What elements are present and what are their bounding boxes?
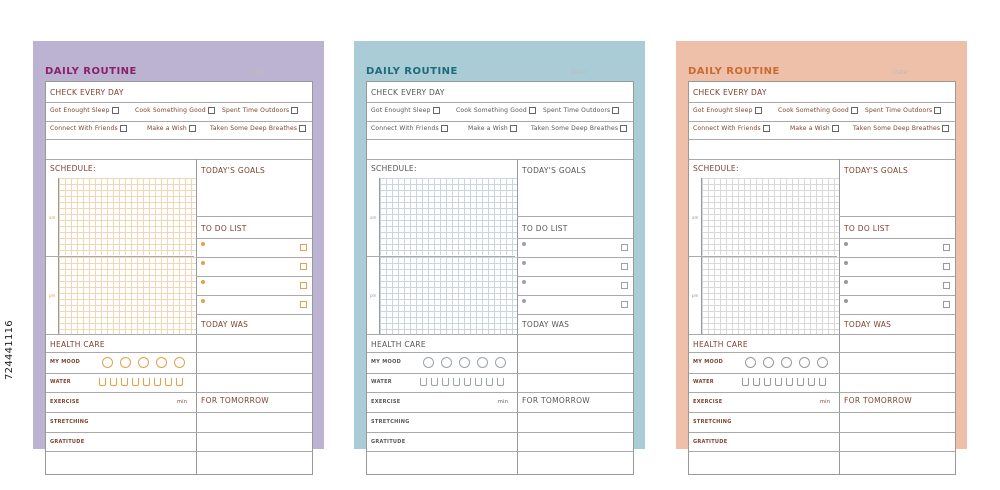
habit-checkbox[interactable] <box>120 125 127 132</box>
row-divider <box>46 102 312 103</box>
row-divider <box>367 102 633 103</box>
todo-bullet <box>844 242 848 246</box>
todo-checkbox[interactable] <box>621 263 628 270</box>
mood-face-icon[interactable] <box>745 357 756 368</box>
habit-label: Connect With Friends <box>693 125 761 132</box>
row-divider <box>367 352 633 353</box>
todo-checkbox[interactable] <box>300 244 307 251</box>
habit-item[interactable] <box>210 125 306 132</box>
todo-checkbox[interactable] <box>300 301 307 308</box>
water-cup-icon[interactable] <box>176 378 183 386</box>
today-was-label: TODAY WAS <box>522 320 570 329</box>
water-cup-icon[interactable] <box>797 378 804 386</box>
planner-panel-3 <box>676 41 967 449</box>
water-cup-icon[interactable] <box>165 378 172 386</box>
water-cup-icon[interactable] <box>786 378 793 386</box>
habit-label: Taken Some Deep Breathes <box>853 125 941 132</box>
habit-checkbox[interactable] <box>755 107 762 114</box>
todo-bullet <box>201 280 205 284</box>
habit-checkbox[interactable] <box>441 125 448 132</box>
column-divider <box>196 159 197 475</box>
row-divider <box>689 121 955 122</box>
habit-label: Connect With Friends <box>371 125 439 132</box>
todo-checkbox[interactable] <box>621 244 628 251</box>
mood-face-icon[interactable] <box>156 357 167 368</box>
stock-image-id: 724441116 <box>4 320 15 380</box>
row-divider <box>46 451 312 452</box>
todo-line <box>517 276 633 277</box>
habit-checkbox[interactable] <box>612 107 619 114</box>
water-cup-icon[interactable] <box>808 378 815 386</box>
row-divider <box>517 314 633 315</box>
habit-label: Cook Something Good <box>135 107 206 114</box>
todo-bullet <box>522 261 526 265</box>
water-cup-icon[interactable] <box>132 378 139 386</box>
todo-checkbox[interactable] <box>621 282 628 289</box>
min-label: min <box>498 399 509 405</box>
mood-face-icon[interactable] <box>120 357 131 368</box>
row-divider <box>46 352 312 353</box>
planner-panel-1 <box>33 41 324 449</box>
schedule-grid-pm <box>702 257 839 334</box>
schedule-split <box>689 256 837 257</box>
to-do-list-label: TO DO LIST <box>201 224 247 233</box>
check-every-day-label: CHECK EVERY DAY <box>50 88 124 97</box>
habit-item[interactable] <box>135 107 215 114</box>
for-tomorrow-label: FOR TOMORROW <box>522 396 591 405</box>
schedule-label: SCHEDULE: <box>50 164 96 173</box>
todo-line <box>839 238 955 239</box>
row-divider <box>46 373 312 374</box>
row-divider <box>839 216 955 217</box>
water-cup-icon[interactable] <box>753 378 760 386</box>
todo-line <box>196 257 312 258</box>
row-divider <box>689 102 955 103</box>
todays-goals-label: TODAY'S GOALS <box>522 166 587 175</box>
todo-line <box>839 257 955 258</box>
row-divider <box>689 352 955 353</box>
todo-line <box>517 257 633 258</box>
habit-checkbox[interactable] <box>208 107 215 114</box>
am-label: am <box>49 215 56 220</box>
mood-face-icon[interactable] <box>495 357 506 368</box>
planner-panel-2 <box>354 41 645 449</box>
todo-line <box>196 276 312 277</box>
water-cup-icon[interactable] <box>154 378 161 386</box>
row-divider <box>689 412 955 413</box>
todays-goals-label: TODAY'S GOALS <box>844 166 909 175</box>
column-divider <box>517 159 518 475</box>
my-mood-label: MY MOOD <box>693 359 724 365</box>
row-divider <box>46 334 312 335</box>
habit-checkbox[interactable] <box>112 107 119 114</box>
to-do-list-label: TO DO LIST <box>844 224 890 233</box>
schedule-grid-am <box>702 178 839 255</box>
planner-sheet <box>688 81 956 475</box>
habit-checkbox[interactable] <box>299 125 306 132</box>
water-label: WATER <box>693 379 714 385</box>
today-was-label: TODAY WAS <box>201 320 249 329</box>
habit-label: Cook Something Good <box>778 107 849 114</box>
todo-bullet <box>201 299 205 303</box>
water-cup-icon[interactable] <box>420 378 427 386</box>
water-cup-icon[interactable] <box>121 378 128 386</box>
date-label: Date: <box>250 69 267 76</box>
schedule-split <box>46 256 194 257</box>
row-divider <box>689 373 955 374</box>
habit-label: Taken Some Deep Breathes <box>531 125 619 132</box>
check-every-day-label: CHECK EVERY DAY <box>371 88 445 97</box>
row-divider <box>689 159 955 160</box>
row-divider <box>46 159 312 160</box>
schedule-grid-am <box>380 178 517 255</box>
habit-item[interactable] <box>865 107 941 114</box>
todo-checkbox[interactable] <box>621 301 628 308</box>
health-care-label: HEALTH CARE <box>693 340 748 349</box>
habit-item[interactable] <box>778 107 858 114</box>
water-cup-icon[interactable] <box>775 378 782 386</box>
mood-face-icon[interactable] <box>763 357 774 368</box>
mood-face-icon[interactable] <box>817 357 828 368</box>
mood-face-icon[interactable] <box>459 357 470 368</box>
row-divider <box>367 451 633 452</box>
water-cup-icon[interactable] <box>143 378 150 386</box>
schedule-grid-pm <box>380 257 517 334</box>
habit-label: Spent Time Outdoors <box>865 107 933 114</box>
row-divider <box>517 216 633 217</box>
water-cup-icon[interactable] <box>99 378 106 386</box>
todo-bullet <box>522 299 526 303</box>
row-divider <box>367 139 633 140</box>
row-divider <box>196 216 312 217</box>
row-divider <box>367 432 633 433</box>
mood-face-icon[interactable] <box>174 357 185 368</box>
todays-goals-label: TODAY'S GOALS <box>201 166 266 175</box>
gratitude-label: GRATITUDE <box>50 439 85 445</box>
water-cup-icon[interactable] <box>442 378 449 386</box>
habit-label: Cook Something Good <box>456 107 527 114</box>
schedule-split <box>367 256 515 257</box>
todo-checkbox[interactable] <box>943 244 950 251</box>
habit-item[interactable] <box>222 107 298 114</box>
exercise-label: EXERCISE <box>693 399 723 405</box>
habit-checkbox[interactable] <box>433 107 440 114</box>
row-divider <box>689 139 955 140</box>
schedule-grid-pm <box>59 257 196 334</box>
planner-sheet <box>366 81 634 475</box>
health-care-label: HEALTH CARE <box>50 340 105 349</box>
habit-item[interactable] <box>790 125 839 132</box>
mood-face-icon[interactable] <box>781 357 792 368</box>
column-divider <box>839 159 840 475</box>
todo-bullet <box>844 261 848 265</box>
exercise-label: EXERCISE <box>371 399 401 405</box>
habit-checkbox[interactable] <box>763 125 770 132</box>
stretching-label: STRETCHING <box>50 419 89 425</box>
habit-checkbox[interactable] <box>851 107 858 114</box>
todo-bullet <box>201 261 205 265</box>
habit-checkbox[interactable] <box>832 125 839 132</box>
water-cup-icon[interactable] <box>497 378 504 386</box>
todo-line <box>839 295 955 296</box>
todo-checkbox[interactable] <box>943 263 950 270</box>
stretching-label: STRETCHING <box>693 419 732 425</box>
row-divider <box>46 121 312 122</box>
planner-title: DAILY ROUTINE <box>366 66 458 77</box>
habit-label: Make a Wish <box>468 125 508 132</box>
todo-checkbox[interactable] <box>943 301 950 308</box>
habit-item[interactable] <box>693 125 770 132</box>
row-divider <box>367 373 633 374</box>
health-care-label: HEALTH CARE <box>371 340 426 349</box>
exercise-label: EXERCISE <box>50 399 80 405</box>
check-every-day-label: CHECK EVERY DAY <box>693 88 767 97</box>
water-cup-icon[interactable] <box>764 378 771 386</box>
habit-label: Got Enought Sleep <box>693 107 753 114</box>
todo-checkbox[interactable] <box>300 263 307 270</box>
habit-item[interactable] <box>371 107 440 114</box>
to-do-list-label: TO DO LIST <box>522 224 568 233</box>
row-divider <box>689 392 955 393</box>
date-label: Date: <box>571 69 588 76</box>
habit-label: Got Enought Sleep <box>50 107 110 114</box>
stretching-label: STRETCHING <box>371 419 410 425</box>
planner-title: DAILY ROUTINE <box>45 66 137 77</box>
habit-checkbox[interactable] <box>942 125 949 132</box>
pm-label: pm <box>692 293 699 298</box>
date-label: Date: <box>893 69 910 76</box>
schedule-label: SCHEDULE: <box>371 164 417 173</box>
habit-label: Spent Time Outdoors <box>222 107 290 114</box>
habit-label: Spent Time Outdoors <box>543 107 611 114</box>
row-divider <box>46 392 312 393</box>
schedule-grid-am <box>59 178 196 255</box>
habit-checkbox[interactable] <box>189 125 196 132</box>
row-divider <box>367 159 633 160</box>
habit-item[interactable] <box>147 125 196 132</box>
water-cup-icon[interactable] <box>475 378 482 386</box>
mood-face-icon[interactable] <box>477 357 488 368</box>
habit-item[interactable] <box>456 107 536 114</box>
mood-face-icon[interactable] <box>441 357 452 368</box>
habit-label: Got Enought Sleep <box>371 107 431 114</box>
water-label: WATER <box>50 379 71 385</box>
water-label: WATER <box>371 379 392 385</box>
habit-item[interactable] <box>543 107 619 114</box>
todo-line <box>517 238 633 239</box>
pm-label: pm <box>49 293 56 298</box>
for-tomorrow-label: FOR TOMORROW <box>201 396 270 405</box>
habit-label: Make a Wish <box>790 125 830 132</box>
today-was-label: TODAY WAS <box>844 320 892 329</box>
habit-item[interactable] <box>853 125 949 132</box>
gratitude-label: GRATITUDE <box>371 439 406 445</box>
mood-face-icon[interactable] <box>799 357 810 368</box>
todo-line <box>196 295 312 296</box>
min-label: min <box>177 399 188 405</box>
water-cup-icon[interactable] <box>742 378 749 386</box>
todo-line <box>839 276 955 277</box>
schedule-label: SCHEDULE: <box>693 164 739 173</box>
todo-bullet <box>201 242 205 246</box>
row-divider <box>46 432 312 433</box>
row-divider <box>46 412 312 413</box>
row-divider <box>367 412 633 413</box>
water-cup-icon[interactable] <box>819 378 826 386</box>
water-cup-icon[interactable] <box>464 378 471 386</box>
row-divider <box>839 314 955 315</box>
habit-label: Make a Wish <box>147 125 187 132</box>
habit-checkbox[interactable] <box>510 125 517 132</box>
row-divider <box>689 334 955 335</box>
my-mood-label: MY MOOD <box>50 359 81 365</box>
todo-bullet <box>844 299 848 303</box>
habit-item[interactable] <box>50 125 127 132</box>
row-divider <box>689 451 955 452</box>
todo-checkbox[interactable] <box>300 282 307 289</box>
for-tomorrow-label: FOR TOMORROW <box>844 396 913 405</box>
row-divider <box>196 314 312 315</box>
habit-checkbox[interactable] <box>529 107 536 114</box>
habit-item[interactable] <box>50 107 119 114</box>
habit-checkbox[interactable] <box>291 107 298 114</box>
habit-checkbox[interactable] <box>620 125 627 132</box>
pm-label: pm <box>370 293 377 298</box>
planner-title: DAILY ROUTINE <box>688 66 780 77</box>
planner-sheet <box>45 81 313 475</box>
row-divider <box>367 334 633 335</box>
todo-bullet <box>844 280 848 284</box>
habit-checkbox[interactable] <box>934 107 941 114</box>
habit-item[interactable] <box>531 125 627 132</box>
row-divider <box>46 139 312 140</box>
water-cup-icon[interactable] <box>110 378 117 386</box>
mood-face-icon[interactable] <box>102 357 113 368</box>
water-cup-icon[interactable] <box>486 378 493 386</box>
gratitude-label: GRATITUDE <box>693 439 728 445</box>
todo-line <box>196 238 312 239</box>
am-label: am <box>370 215 377 220</box>
row-divider <box>367 392 633 393</box>
water-cup-icon[interactable] <box>431 378 438 386</box>
habit-label: Taken Some Deep Breathes <box>210 125 298 132</box>
todo-bullet <box>522 242 526 246</box>
row-divider <box>689 432 955 433</box>
habit-label: Connect With Friends <box>50 125 118 132</box>
min-label: min <box>820 399 831 405</box>
my-mood-label: MY MOOD <box>371 359 402 365</box>
habit-item[interactable] <box>468 125 517 132</box>
todo-line <box>517 295 633 296</box>
mood-face-icon[interactable] <box>138 357 149 368</box>
water-cup-icon[interactable] <box>453 378 460 386</box>
todo-checkbox[interactable] <box>943 282 950 289</box>
row-divider <box>367 121 633 122</box>
habit-item[interactable] <box>693 107 762 114</box>
habit-item[interactable] <box>371 125 448 132</box>
mood-face-icon[interactable] <box>423 357 434 368</box>
am-label: am <box>692 215 699 220</box>
todo-bullet <box>522 280 526 284</box>
